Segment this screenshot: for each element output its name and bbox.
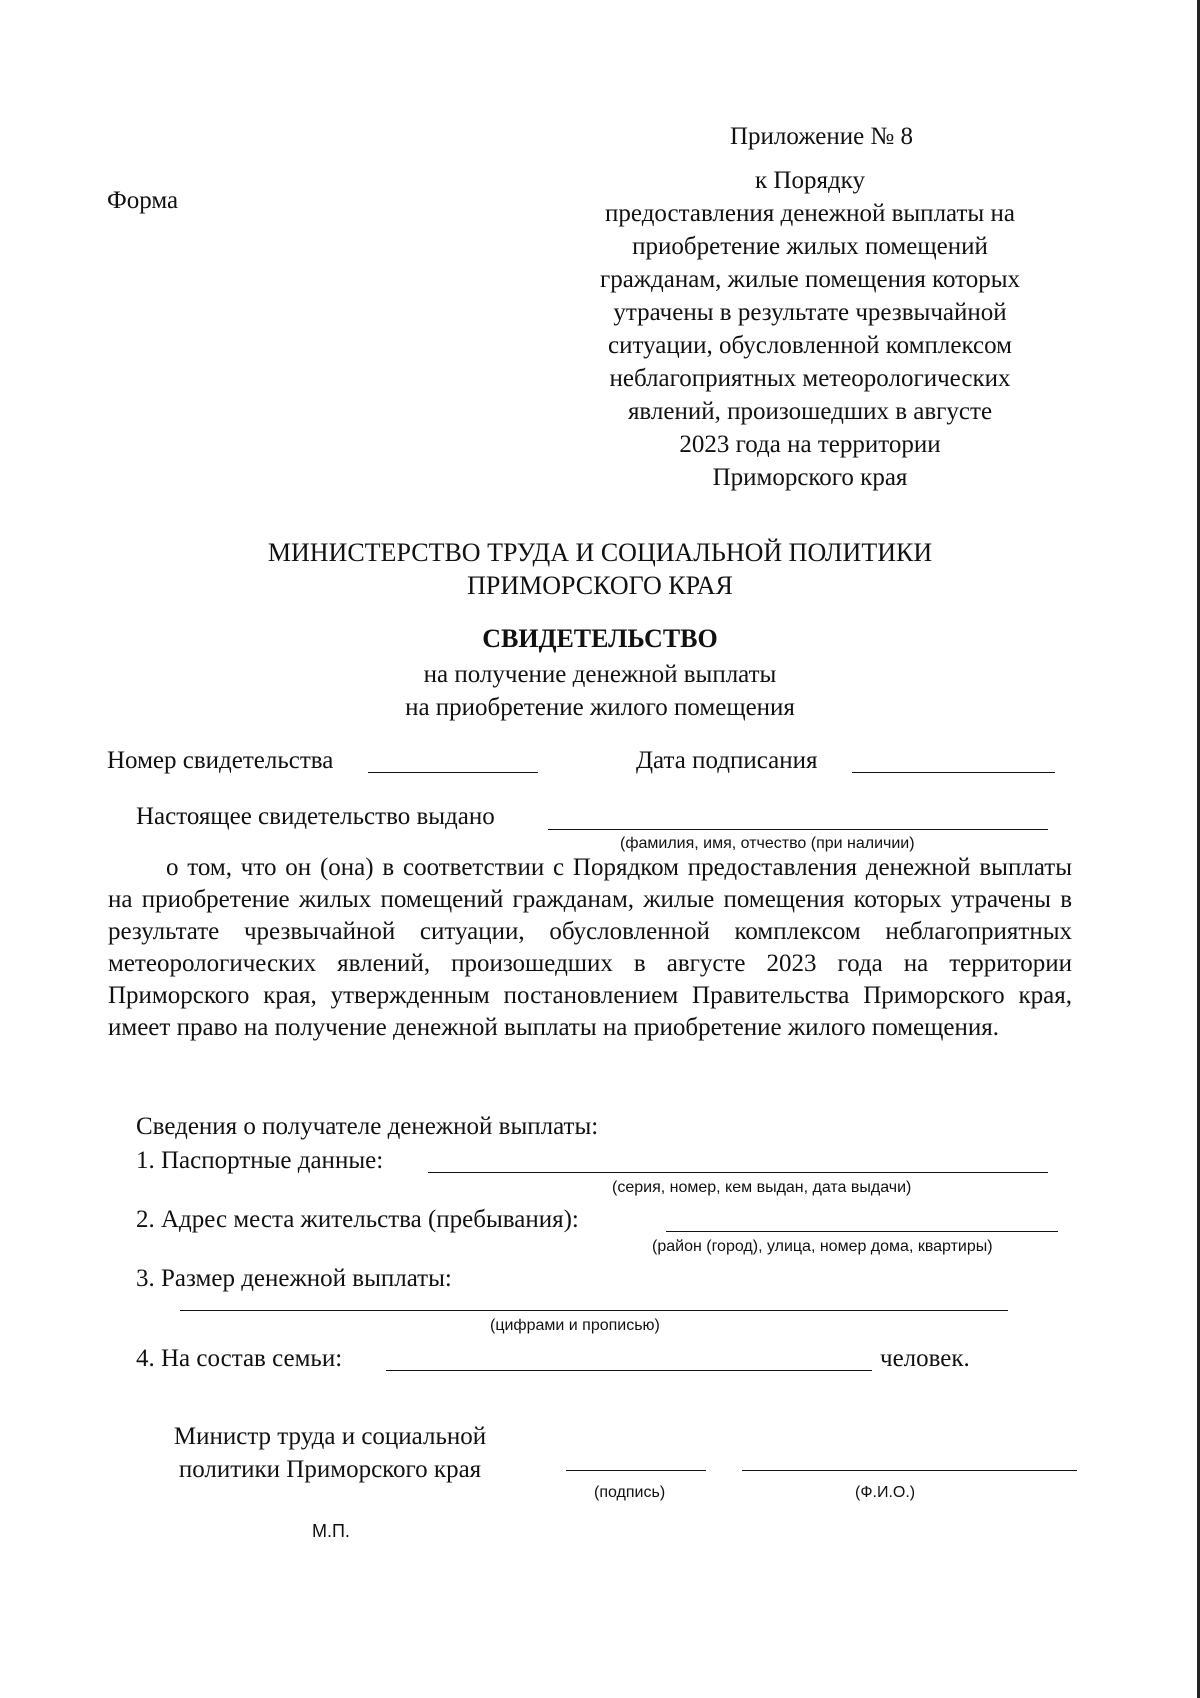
signatory-position [140,1420,520,1486]
ministry-header [150,536,1050,602]
certificate-title: СВИДЕТЕЛЬСТВО [482,624,718,653]
family-label: 4. На состав семьи: [136,1345,343,1372]
recipient-heading: Сведения о получателе денежной выплаты: [136,1113,599,1140]
certificate-subtitle [150,658,1050,724]
annex-reference [545,164,1075,494]
passport-field[interactable] [428,1172,1048,1173]
amount-field[interactable] [180,1310,1008,1311]
signatory-position-line: политики Приморского края [178,1456,482,1483]
form-label: Форма [107,187,179,214]
annex-line: гражданам, жилые помещения которых [599,266,1021,293]
annex-line: предоставления денежной выплаты на [605,200,1015,227]
issued-to-label: Настоящее свидетельство выдано [136,803,495,830]
family-suffix: человек. [880,1345,970,1372]
certificate-number-label: Номер свидетельства [107,747,334,774]
annex-line: 2023 года на территории [679,431,941,458]
signatory-name-field[interactable] [742,1470,1077,1471]
family-size-field[interactable] [386,1370,872,1371]
signatory-position-line: Министр труда и социальной [173,1423,487,1450]
annex-line: утрачены в результате чрезвычайной [613,299,1007,326]
address-label: 2. Адрес места жительства (пребывания): [136,1206,579,1233]
amount-hint: (цифрами и прописью) [490,1317,660,1334]
body-paragraph: о том, что он (она) в соответствии с Порядком предоставления денежной выплаты на приобретение жилых помещений гражданам, жилые помещения которых утрачены в результате чрезвычайной ситуации, обусловленной комплексом неблагоприятных метеорологических явлений, произошедших в августе 2023 года на территории Приморского края, утвержденным постановлением Правительства Приморского края, имеет право на получение денежной выплаты на приобретение жилого помещения. [108,854,1072,1041]
annex-number: Приложение № 8 [730,123,914,150]
signatory-name-hint: (Ф.И.О.) [855,1484,916,1501]
annex-line: приобретение жилых помещений [632,233,988,260]
certificate-subtitle-line: на получение денежной выплаты [423,661,777,688]
certificate-subtitle-line: на приобретение жилого помещения [405,694,795,721]
issued-to-hint: (фамилия, имя, отчество (при наличии) [620,835,915,852]
annex-line: к Порядку [755,167,865,194]
passport-hint: (серия, номер, кем выдан, дата выдачи) [612,1179,912,1196]
certificate-number-field[interactable] [368,772,538,773]
ministry-line: ПРИМОРСКОГО КРАЯ [467,571,733,600]
signing-date-label: Дата подписания [636,747,818,774]
signature-field[interactable] [566,1470,706,1471]
address-hint: (район (город), улица, номер дома, квартиры) [652,1238,993,1255]
passport-label: 1. Паспортные данные: [136,1147,384,1174]
stamp-label: М.П. [312,1521,350,1541]
ministry-line: МИНИСТЕРСТВО ТРУДА И СОЦИАЛЬНОЙ ПОЛИТИКИ [267,538,933,567]
annex-line: неблагоприятных метеорологических [609,365,1011,392]
issued-to-field[interactable] [548,829,1048,830]
annex-line: явлений, произошедших в августе [627,398,993,425]
annex-line: ситуации, обусловленной комплексом [608,332,1012,359]
annex-line: Приморского края [712,464,908,491]
address-field[interactable] [666,1231,1058,1232]
signature-hint: (подпись) [594,1484,666,1501]
signing-date-field[interactable] [852,772,1055,773]
amount-label: 3. Размер денежной выплаты: [136,1265,452,1292]
